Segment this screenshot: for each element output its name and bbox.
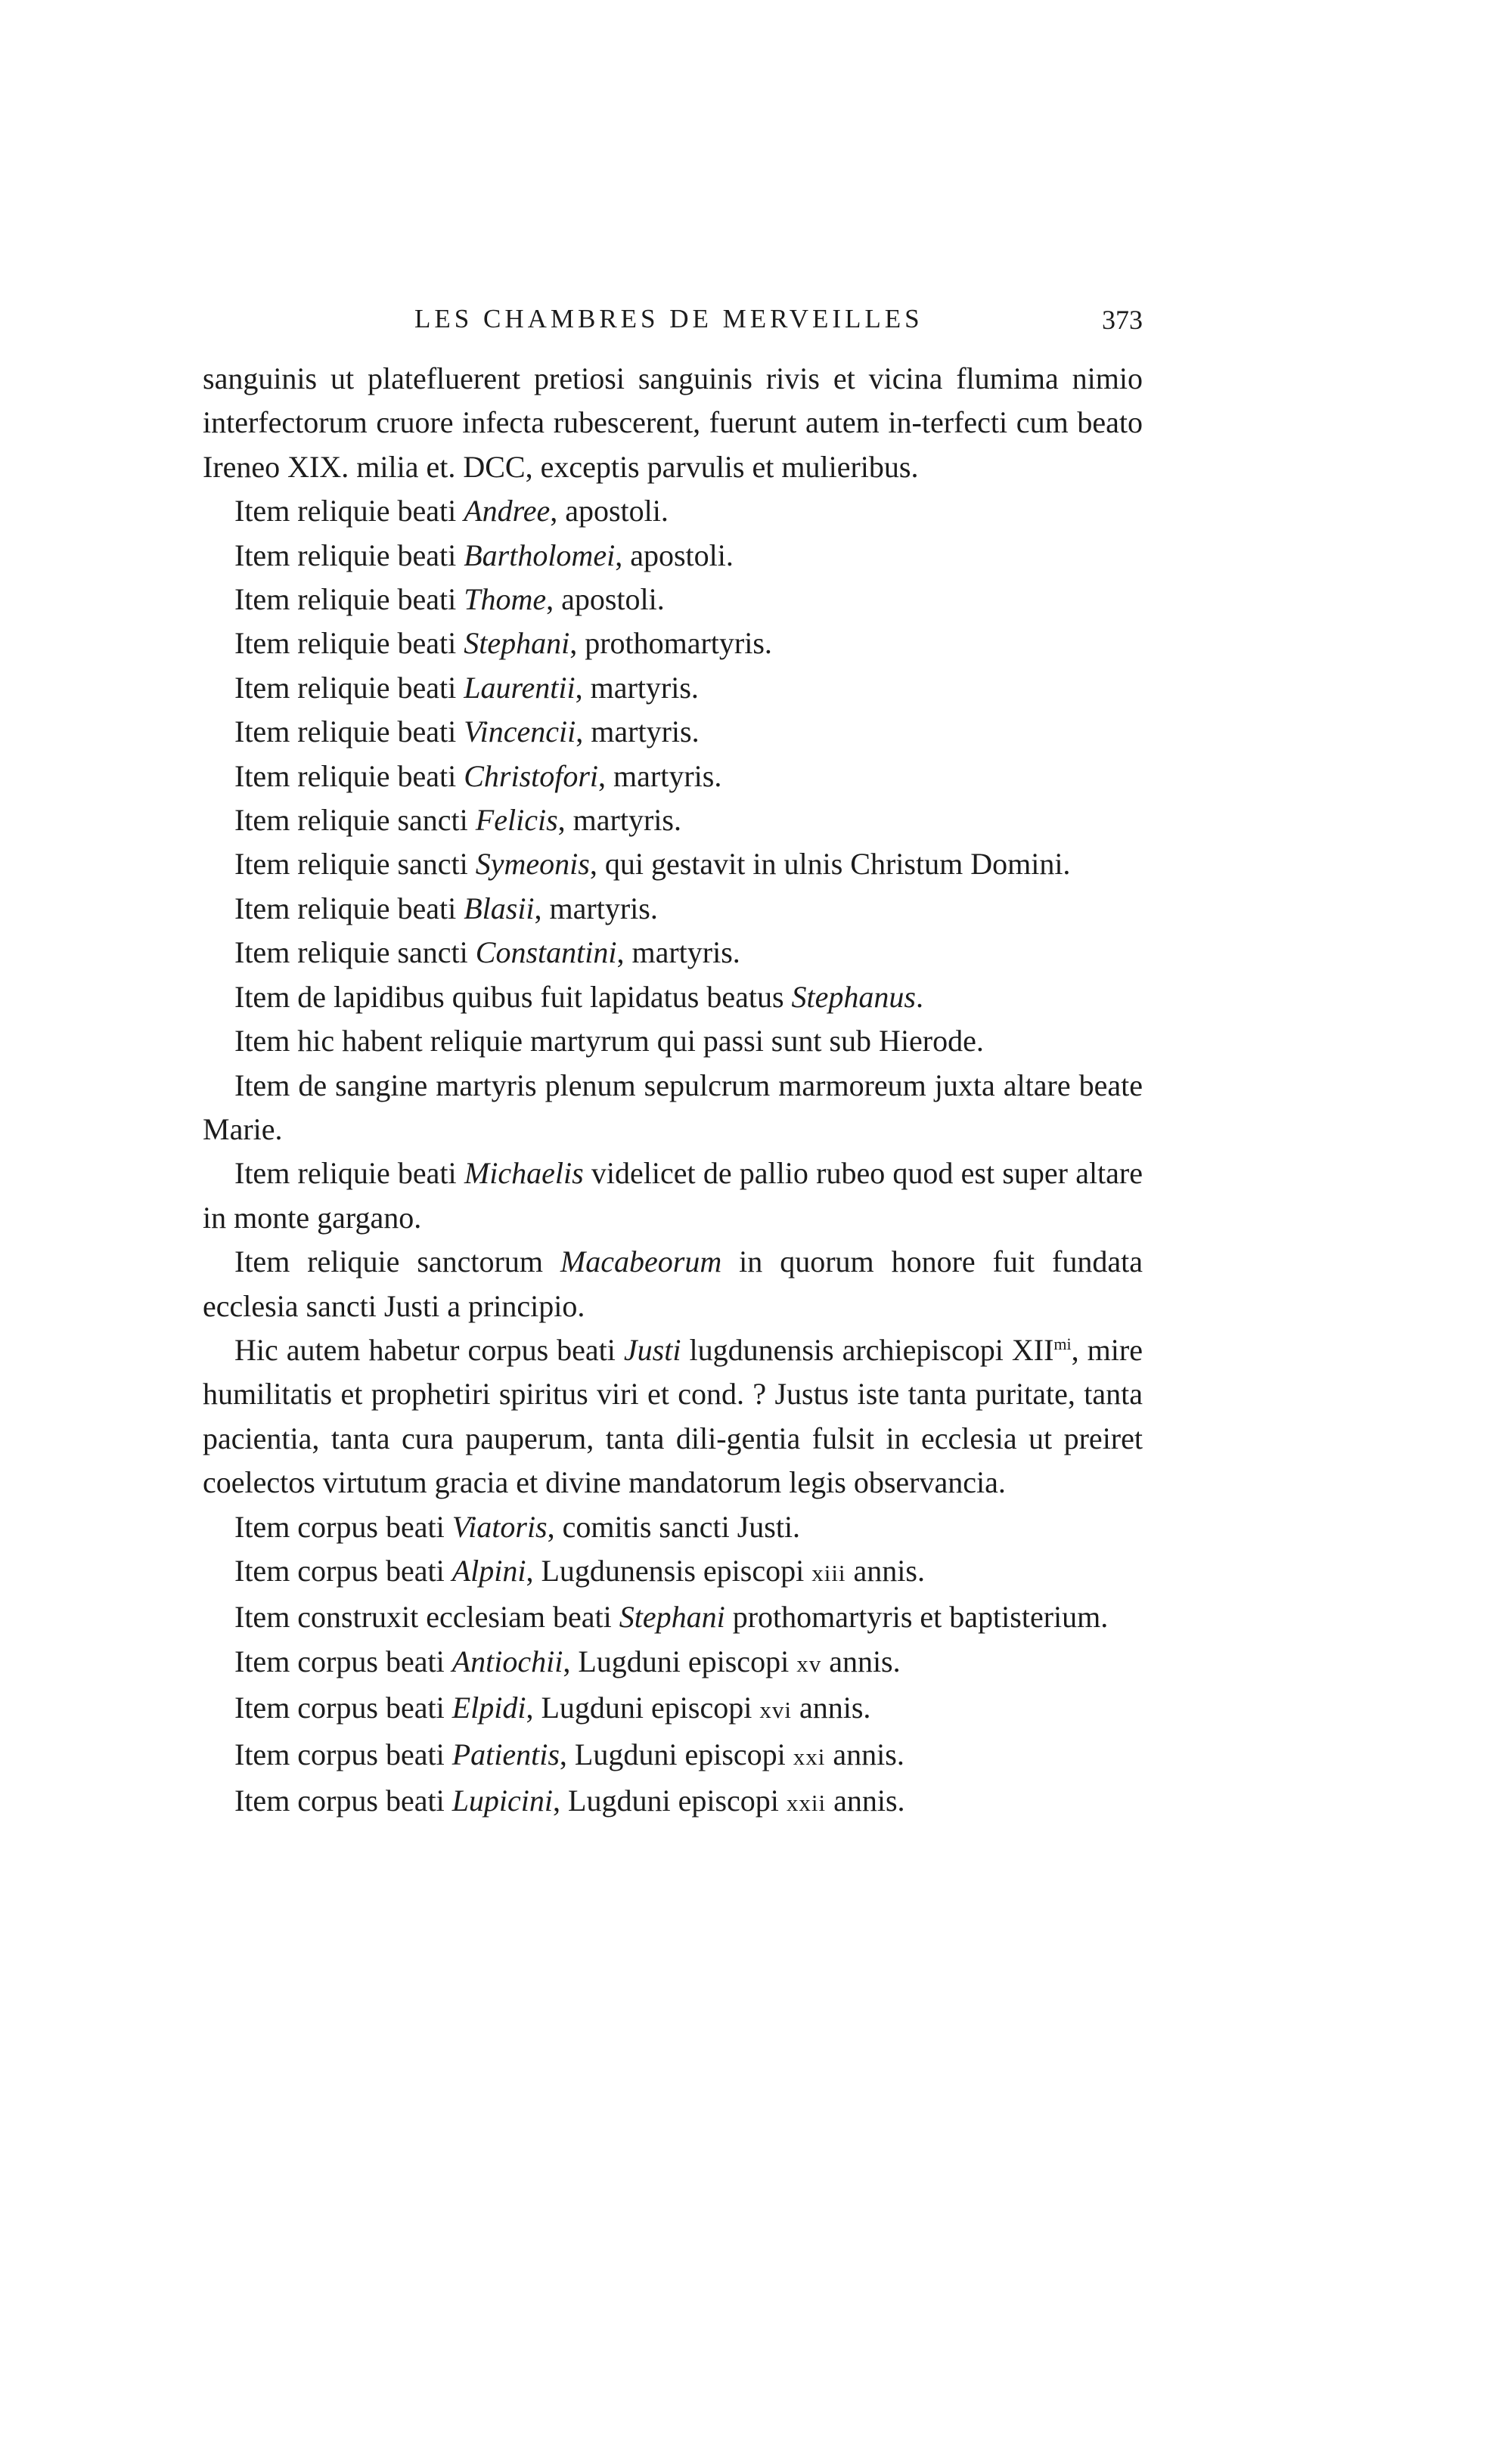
roman-numeral: xiii [811,1559,846,1586]
relic-entry: Item reliquie beati Laurentii, martyris. [234,670,699,705]
relic-entry: Item reliquie beati Thome, apostoli. [234,582,665,617]
saint-name: Bartholomei [464,538,616,572]
saint-name: Vincencii [464,714,576,749]
relic-entry: Item corpus beati Antiochii, Lugduni episcopi xv annis. [234,1644,901,1678]
page-body [203,357,1143,1825]
relic-entry: Item de lapidibus quibus fuit lapidatus beatus Stephanus. [234,979,923,1014]
saint-name: Elpidi [451,1691,526,1725]
running-header [203,304,1143,346]
running-title: LES CHAMBRES DE MERVEILLES [414,304,923,333]
saint-name: Laurentii [464,670,576,705]
relic-entry: Item hic habent reliquie martyrum qui passi sunt sub Hierode. [234,1024,984,1058]
saint-name: Alpini [451,1553,526,1588]
relic-entry: Item reliquie sancti Constantini, martyris. [234,935,740,970]
saint-name: Viatoris [451,1509,548,1544]
relic-entry: Item reliquie beati Vincencii, martyris. [234,714,700,749]
saint-name: Patientis [451,1737,560,1771]
saint-name: Felicis [475,803,558,838]
saint-name: Andree [464,494,551,528]
saint-name: Justi [623,1332,681,1367]
relic-entry: Item reliquie beati Andree, apostoli. [234,494,669,528]
saint-name: Stephanus [791,979,916,1014]
roman-numeral: xxi [793,1743,826,1770]
relic-entry: Item corpus beati Viatoris, comitis sancti Justi. [234,1509,801,1544]
relic-entry: Item reliquie sancti Felicis, martyris. [234,803,681,838]
saint-name: Thome [464,582,547,617]
saint-name: Lupicini [451,1784,554,1818]
roman-numeral: xxii [786,1790,827,1816]
relic-entry: Item corpus beati Alpini, Lugdunensis episcopi xiii annis. [234,1553,925,1588]
saint-name: Christofori [464,758,599,793]
relic-entry: Item reliquie beati Bartholomei, apostoli. [234,538,734,572]
relic-entry: Item corpus beati Patientis, Lugduni episcopi xxi annis. [234,1737,904,1771]
paragraph-continuation: sanguinis ut platefluerent pretiosi sanguinis rivis et vicina flumima nimio interfectorum cruore infecta rubescerent, fuerunt autem in-terfecti cum beato Ireneo XIX. milia et. DCC, exceptis parvulis et mulieribus. [203,361,1143,484]
relic-entry: Hic autem habetur corpus beati Justi lugdunensis archiepiscopi $XII^{mi}$, mire humilitatis et prophetiri spiritus viri et cond. ? Justus iste tanta puritate, tanta pacientia, tanta cura pauperum, tanta dili-gentia fulsit in ecclesia ut preiret coelectos virtutum gracia et divine mandatorum legis observancia. [203,1332,1143,1500]
relic-entry: Item corpus beati Elpidi, Lugduni episcopi xvi annis. [234,1691,871,1725]
relic-entry: Item reliquie beati Stephani, prothomartyris. [234,626,772,661]
page-number: 373 [1102,305,1143,335]
relic-entry: Item reliquie beati Blasii, martyris. [234,891,658,925]
saint-name: Stephani [619,1600,725,1635]
saint-name: Blasii [464,891,535,925]
saint-name: Stephani [464,626,570,661]
saint-name: Symeonis [475,847,590,882]
roman-numeral: xv [796,1650,822,1677]
relic-entry: Item reliquie sanctorum Macabeorum in quorum honore fuit fundata ecclesia sancti Justi a principio. [203,1244,1143,1323]
relic-entry: Item corpus beati Lupicini, Lugduni episcopi xxii annis. [234,1784,905,1818]
relic-entry: Item reliquie beati Michaelis videlicet de pallio rubeo quod est super altare in monte gargano. [203,1156,1143,1235]
saint-name: Michaelis [464,1156,584,1191]
saint-name: Macabeorum [560,1244,722,1279]
ordinal-superscript: mi [1053,1334,1072,1353]
relic-entry: Item construxit ecclesiam beati Stephani prothomartyris et baptisterium. [234,1600,1109,1635]
saint-name: Constantini [475,935,617,970]
relic-entry: Item de sangine martyris plenum sepulcrum marmoreum juxta altare beate Marie. [203,1068,1143,1146]
relic-entry: Item reliquie beati Christofori, martyris. [234,758,722,793]
saint-name: Antiochii [451,1644,563,1678]
roman-numeral: xvi [759,1697,792,1724]
relic-entry: Item reliquie sancti Symeonis, qui gestavit in ulnis Christum Domini. [234,847,1071,882]
